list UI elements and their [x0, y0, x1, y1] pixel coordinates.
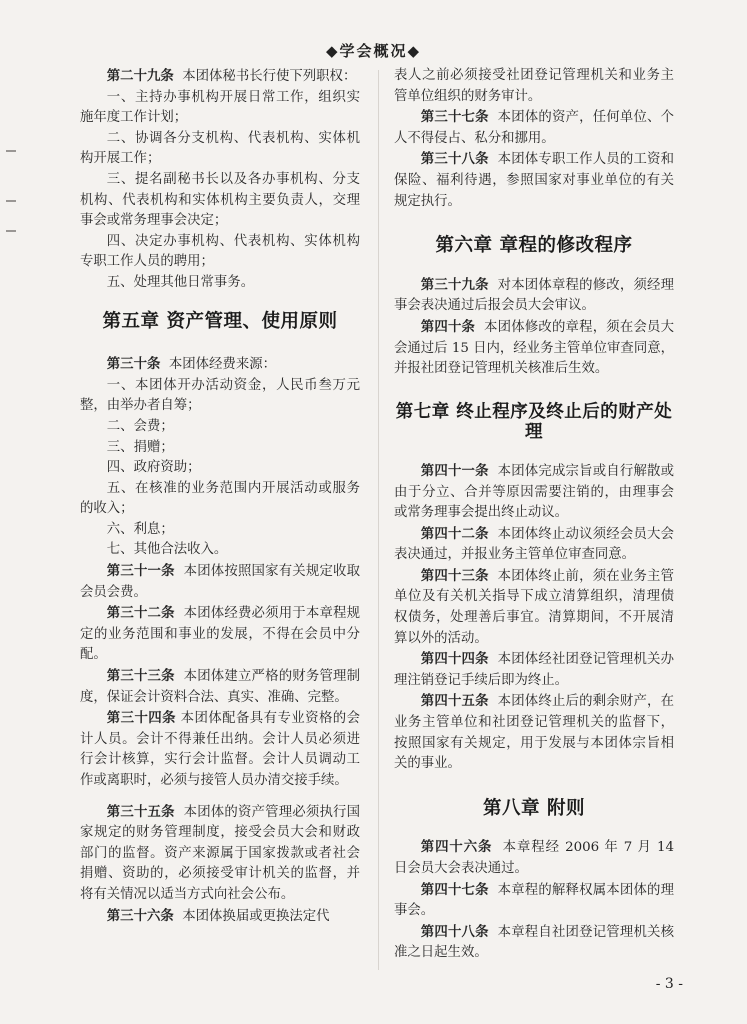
article-35: 第三十五条 本团体的资产管理必须执行国家规定的财务管理制度，接受会员大会和财政部门的监督。资产来源属于国家拨款或者社会捐赠、资助的，必须接受审计机关的监督，并将有关情况以适当方式向社会公布。 [80, 803, 361, 902]
article-45: 第四十五条 本团体终止后的剩余财产，在业务主管单位和社团登记管理机关的监督下，按照国家有关规定，用于发展与本团体宗旨相关的事业。 [394, 693, 675, 772]
article-30: 第三十条 本团体经费来源： [106, 356, 276, 373]
scan-mark [6, 200, 16, 202]
left-column [80, 66, 360, 927]
chapter-8-heading: 第八章 附则 [483, 797, 585, 819]
page-header: ◆学会概况◆ [325, 42, 422, 60]
chapter-7-heading: 第七章 终止程序及终止后的财产处理 [395, 401, 673, 443]
chapter-5-heading: 第五章 资产管理、使用原则 [102, 310, 338, 332]
article-41: 第四十一条 本团体完成宗旨或自行解散或由于分立、合并等原因需要注销的，由理事会或常务理事会提出终止动议。 [394, 462, 675, 521]
article-46: 第四十六条 本章程经 2006 年 7 月 14 日会员大会表决通过。 [394, 839, 674, 876]
list-item: 一、主持办事机构开展日常工作，组织实施年度工作计划； [80, 89, 360, 126]
column-divider [378, 70, 379, 970]
article-48: 第四十八条 本章程自社团登记管理机关核准之日起生效。 [394, 923, 675, 961]
article-32: 第三十二条 本团体经费必须用于本章程规定的业务范围和事业的发展，不得在会员中分配。 [80, 605, 361, 663]
page-number: - 3 - [655, 976, 683, 992]
article-40: 第四十条 本团体修改的章程，须在会员大会通过后 15 日内，经业务主管单位审查同意，并报社团登记管理机关核准后生效。 [394, 318, 675, 377]
list-item: 七、其他合法收入。 [106, 542, 228, 558]
list-item: 六、利息； [106, 521, 174, 537]
list-item: 二、协调各分支机构、代表机构、实体机构开展工作； [80, 130, 360, 167]
article-43: 第四十三条 本团体终止前，须在业务主管单位及有关机关指导下成立清算组织，清理债权债务，处理善后事宜。清算期间，不开展清算以外的活动。 [394, 567, 675, 646]
article-29: 第二十九条 本团体秘书长行使下列职权： [106, 68, 357, 84]
article-44: 第四十四条 本团体经社团登记管理机关办理注销登记手续后即为终止。 [394, 651, 675, 688]
list-item: 五、处理其他日常事务。 [106, 274, 255, 290]
list-item: 四、决定办事机构、代表机构、实体机构专职工作人员的聘用； [80, 233, 360, 270]
scan-mark [6, 230, 16, 232]
article-31: 第三十一条 本团体按照国家有关规定收取会员会费。 [80, 563, 361, 600]
right-column [394, 66, 674, 964]
article-33: 第三十三条 本团体建立严格的财务管理制度，保证会计资料合法、真实、准确、完整。 [80, 668, 361, 705]
list-item: 二、会费； [106, 418, 174, 434]
article-36: 第三十六条 本团体换届或更换法定代 [106, 907, 330, 924]
article-47: 第四十七条 本章程的解释权属本团体的理事会。 [394, 881, 675, 919]
scan-mark [6, 150, 16, 152]
list-item: 四、政府资助； [106, 460, 201, 476]
list-item: 五、在核准的业务范围内开展活动或服务的收入； [80, 480, 360, 517]
article-42: 第四十二条 本团体终止动议须经会员大会表决通过，并报业务主管单位审查同意。 [394, 525, 675, 563]
list-item: 一、本团体开办活动资金，人民币叁万元整，由举办者自筹； [80, 377, 360, 414]
article-38: 第三十八条 本团体专职工作人员的工资和保险、福利待遇，参照国家对事业单位的有关规定执行。 [394, 151, 675, 209]
article-39: 第三十九条 对本团体章程的修改，须经理事会表决通过后报会员大会审议。 [394, 276, 675, 314]
article-37: 第三十七条 本团体的资产，任何单位、个人不得侵占、私分和挪用。 [394, 109, 675, 146]
list-item: 三、捐赠； [106, 439, 174, 455]
article-36-continued: 表人之前必须接受社团登记管理机关和业务主管单位组织的财务审计。 [394, 68, 674, 104]
chapter-6-heading: 第六章 章程的修改程序 [435, 235, 633, 257]
article-34: 第三十四条 本团体配备具有专业资格的会计人员。会计不得兼任出纳。会计人员必须进行会计核算，实行会计监督。会计人员调动工作或离职时，必须与接管人员办清交接手续。 [80, 710, 361, 788]
list-item: 三、提名副秘书长以及各办事机构、分支机构、代表机构和实体机构主要负责人，交理事会或常务理事会决定； [80, 171, 360, 229]
